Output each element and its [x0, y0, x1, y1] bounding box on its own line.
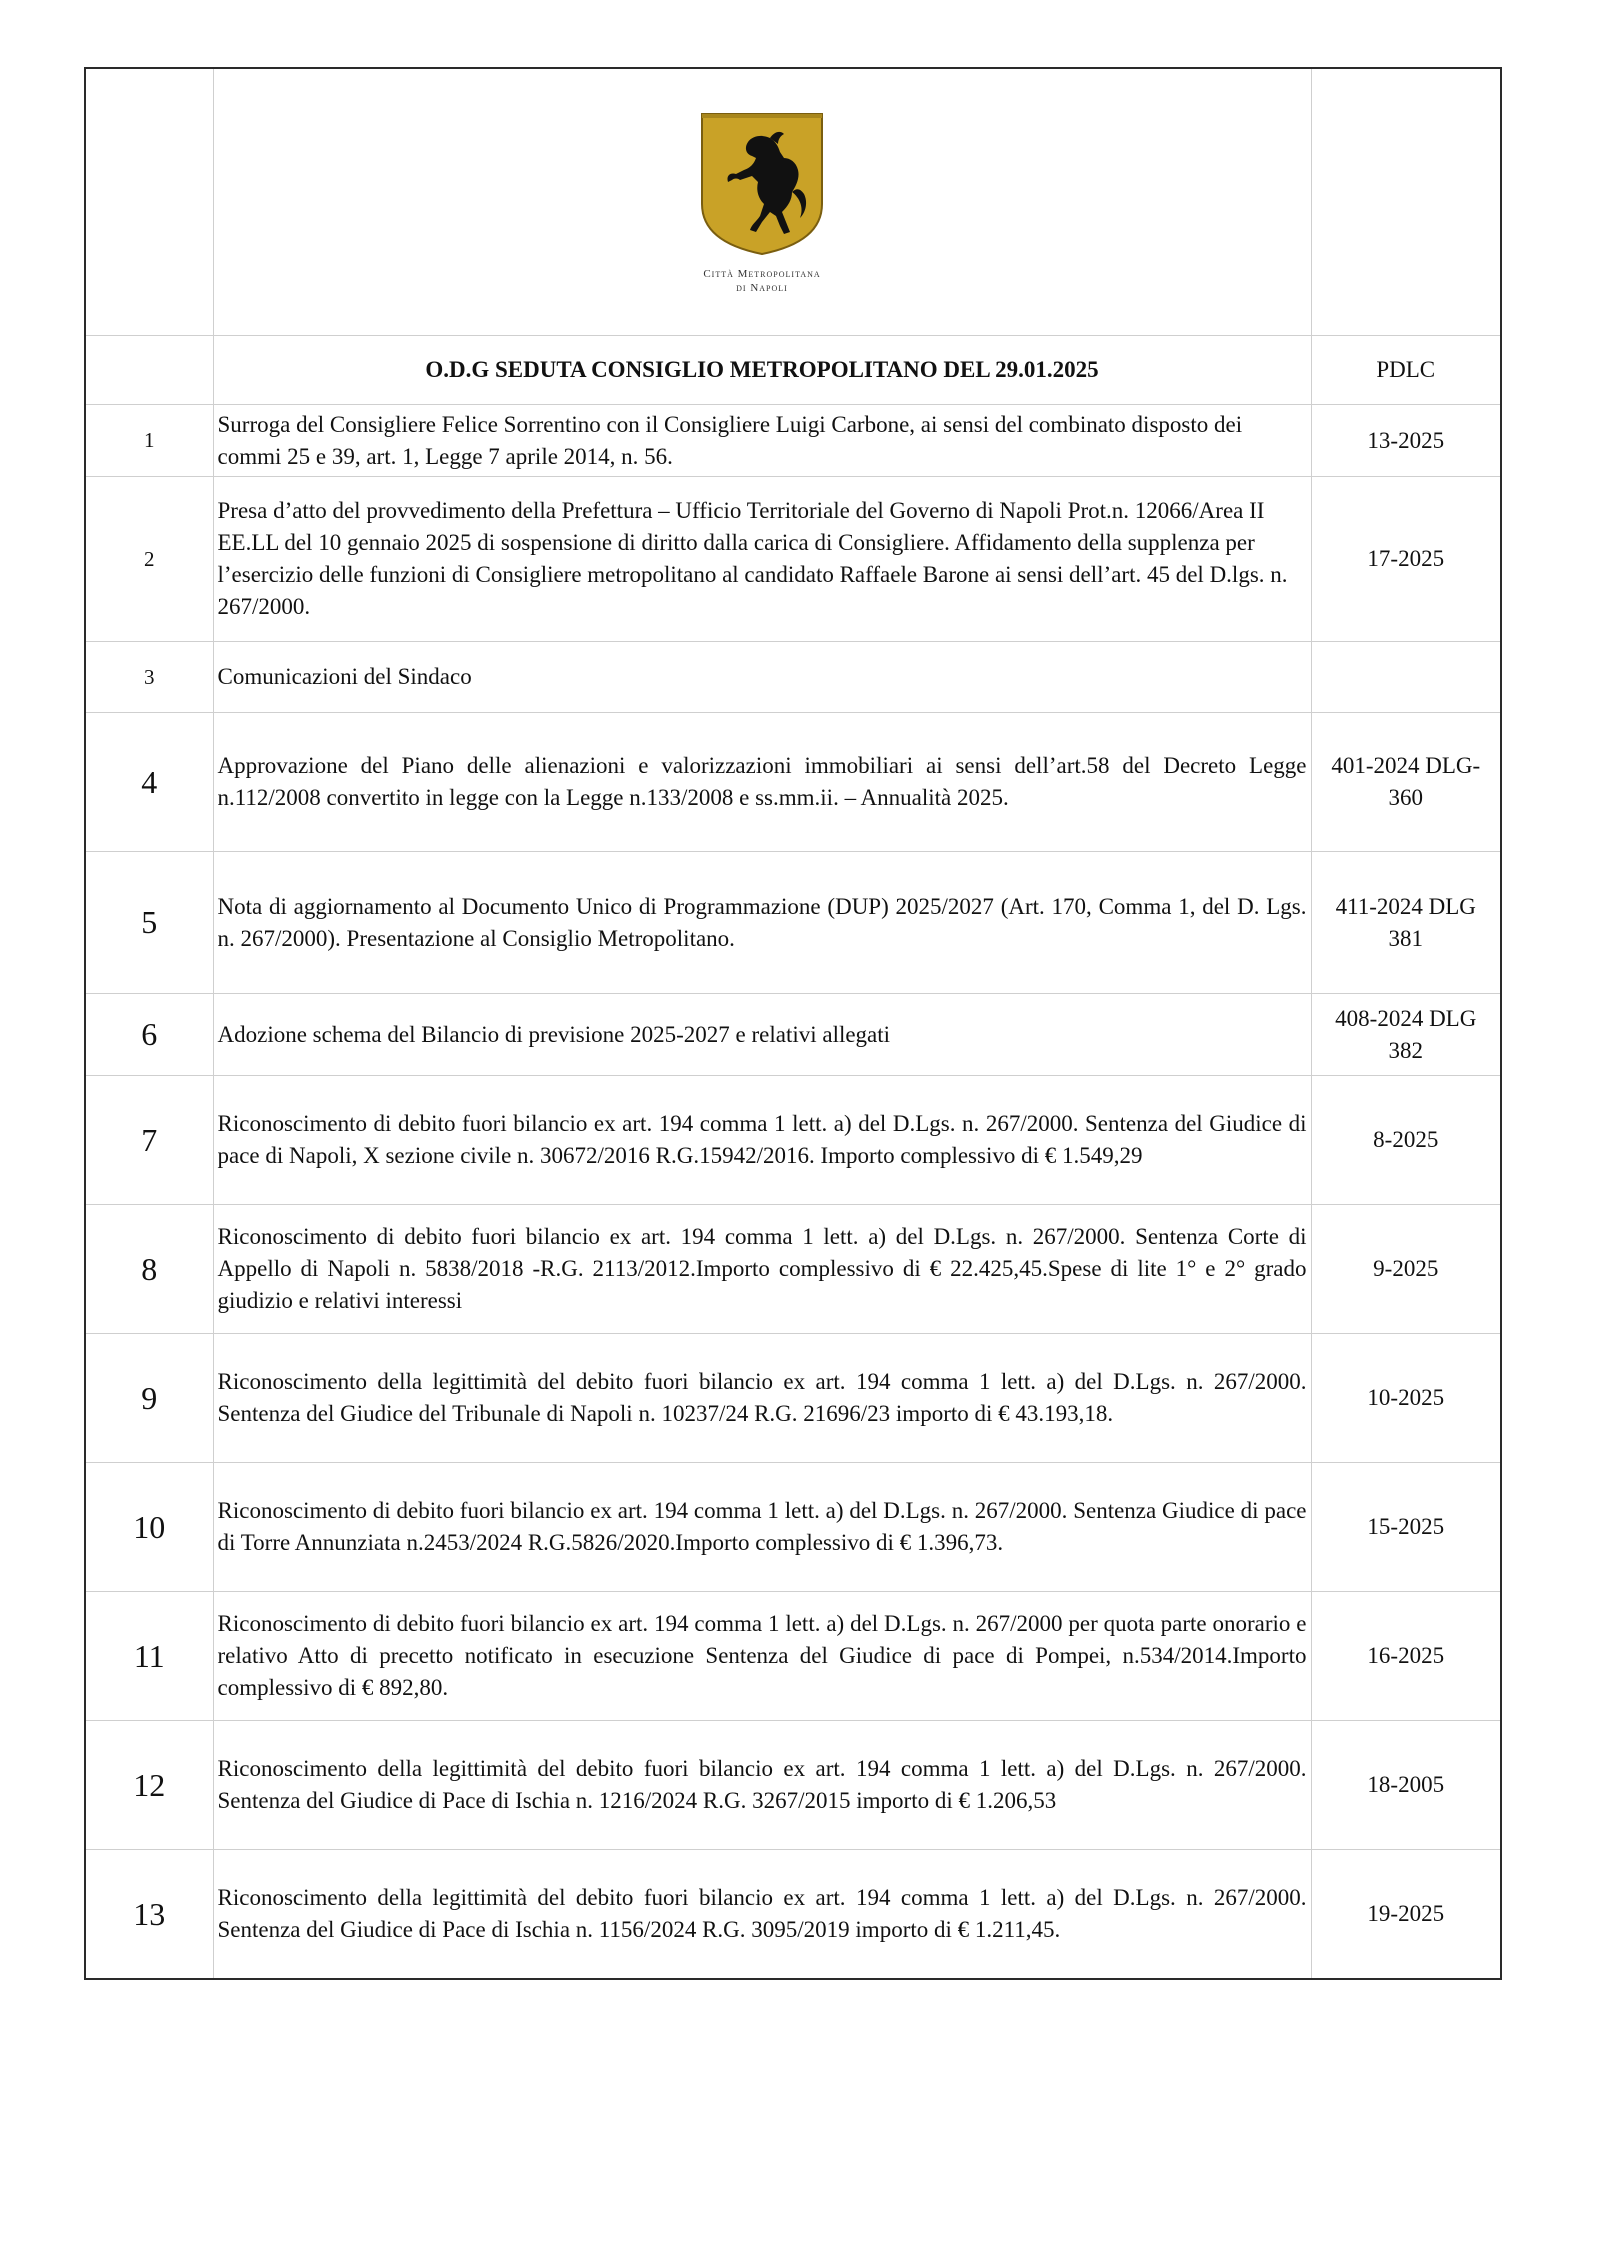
agenda-row — [85, 1205, 1501, 1334]
item-number: 5 — [85, 852, 213, 994]
agenda-row — [85, 1076, 1501, 1205]
item-number: 11 — [85, 1592, 213, 1721]
agenda-row — [85, 1463, 1501, 1592]
agenda-row — [85, 994, 1501, 1076]
logo-row-code-cell — [1311, 68, 1501, 336]
item-code — [1311, 642, 1501, 713]
item-code: 411-2024 DLG 381 — [1311, 852, 1501, 994]
item-code: 408-2024 DLG 382 — [1311, 994, 1501, 1076]
agenda-row — [85, 642, 1501, 713]
agenda-row — [85, 477, 1501, 642]
item-number: 3 — [85, 642, 213, 713]
logo-caption-line1: Città Metropolitana — [703, 268, 821, 280]
code-column-header: PDLC — [1311, 336, 1501, 405]
item-code: 9-2025 — [1311, 1205, 1501, 1334]
item-description: Riconoscimento della legittimità del debito fuori bilancio ex art. 194 comma 1 lett. a) del D.Lgs. n. 267/2000. Sentenza del Giudice del Tribunale di Napoli n. 10237/24 R.G. 21696/23 importo di € 43.193,18. — [213, 1334, 1311, 1463]
item-number: 1 — [85, 405, 213, 477]
item-description: Riconoscimento di debito fuori bilancio ex art. 194 comma 1 lett. a) del D.Lgs. n. 267/2000. Sentenza del Giudice di pace di Napoli, X sezione civile n. 30672/2016 R.G.15942/2016. Importo complessivo di € 1.549,29 — [213, 1076, 1311, 1205]
item-description: Riconoscimento di debito fuori bilancio ex art. 194 comma 1 lett. a) del D.Lgs. n. 267/2000. Sentenza Giudice di pace di Torre Annunziata n.2453/2024 R.G.5826/2020.Importo complessivo di € 1.396,73. — [213, 1463, 1311, 1592]
item-number: 9 — [85, 1334, 213, 1463]
item-number: 8 — [85, 1205, 213, 1334]
title-row-num-cell — [85, 336, 213, 405]
agenda-row — [85, 713, 1501, 852]
agenda-row — [85, 405, 1501, 477]
item-description: Adozione schema del Bilancio di previsione 2025-2027 e relativi allegati — [213, 994, 1311, 1076]
item-code: 17-2025 — [1311, 477, 1501, 642]
item-description: Riconoscimento di debito fuori bilancio ex art. 194 comma 1 lett. a) del D.Lgs. n. 267/2000 per quota parte onorario e relativo Atto di precetto notificato in esecuzione Sentenza del Giudice di pace di Pompei, n.534/2014.Importo complessivo di € 892,80. — [213, 1592, 1311, 1721]
item-number: 12 — [85, 1721, 213, 1850]
agenda-row — [85, 1592, 1501, 1721]
item-code: 13-2025 — [1311, 405, 1501, 477]
item-description: Surroga del Consigliere Felice Sorrentino con il Consigliere Luigi Carbone, ai sensi del combinato disposto dei commi 25 e 39, art. 1, Legge 7 aprile 2014, n. 56. — [213, 405, 1311, 477]
item-code: 18-2005 — [1311, 1721, 1501, 1850]
item-code: 15-2025 — [1311, 1463, 1501, 1592]
agenda-title: O.D.G SEDUTA CONSIGLIO METROPOLITANO DEL 29.01.2025 — [213, 336, 1311, 405]
item-code: 401-2024 DLG-360 — [1311, 713, 1501, 852]
agenda-row — [85, 1721, 1501, 1850]
title-row — [85, 336, 1501, 405]
item-number: 10 — [85, 1463, 213, 1592]
logo-caption — [700, 267, 824, 295]
item-code: 16-2025 — [1311, 1592, 1501, 1721]
item-number: 7 — [85, 1076, 213, 1205]
item-description: Riconoscimento della legittimità del debito fuori bilancio ex art. 194 comma 1 lett. a) del D.Lgs. n. 267/2000. Sentenza del Giudice di Pace di Ischia n. 1216/2024 R.G. 3267/2015 importo di € 1.206,53 — [213, 1721, 1311, 1850]
item-number: 2 — [85, 477, 213, 642]
item-description: Nota di aggiornamento al Documento Unico di Programmazione (DUP) 2025/2027 (Art. 170, Comma 1, del D. Lgs. n. 267/2000). Presentazione al Consiglio Metropolitano. — [213, 852, 1311, 994]
item-description: Approvazione del Piano delle alienazioni e valorizzazioni immobiliari ai sensi dell’art.58 del Decreto Legge n.112/2008 convertito in legge con la Legge n.133/2008 e ss.mm.ii. – Annualità 2025. — [213, 713, 1311, 852]
agenda-row — [85, 852, 1501, 994]
logo-row-num-cell — [85, 68, 213, 336]
item-code: 10-2025 — [1311, 1334, 1501, 1463]
agenda-row — [85, 1850, 1501, 1980]
item-description: Presa d’atto del provvedimento della Prefettura – Ufficio Territoriale del Governo di Napoli Prot.n. 12066/Area II EE.LL del 10 gennaio 2025 di sospensione di diritto dalla carica di Consigliere. Affidamento della supplenza per l’esercizio delle funzioni di Consigliere metropolitano al candidato Raffaele Barone ai sensi dell’art. 45 del D.lgs. n. 267/2000. — [213, 477, 1311, 642]
item-description: Riconoscimento della legittimità del debito fuori bilancio ex art. 194 comma 1 lett. a) del D.Lgs. n. 267/2000. Sentenza del Giudice di Pace di Ischia n. 1156/2024 R.G. 3095/2019 importo di € 1.211,45. — [213, 1850, 1311, 1980]
item-description: Riconoscimento di debito fuori bilancio ex art. 194 comma 1 lett. a) del D.Lgs. n. 267/2000. Sentenza Corte di Appello di Napoli n. 5838/2018 -R.G. 2113/2012.Importo complessivo di € 22.425,45.Spese di lite 1° e 2° grado giudizio e relativi interessi — [213, 1205, 1311, 1334]
item-number: 6 — [85, 994, 213, 1076]
logo-row — [85, 68, 1501, 336]
coat-of-arms-icon — [700, 112, 824, 256]
logo-caption-line2: di Napoli — [736, 282, 788, 294]
item-code: 8-2025 — [1311, 1076, 1501, 1205]
item-number: 13 — [85, 1850, 213, 1980]
item-description: Comunicazioni del Sindaco — [213, 642, 1311, 713]
item-number: 4 — [85, 713, 213, 852]
city-logo — [700, 112, 824, 295]
logo-cell — [213, 68, 1311, 336]
agenda-table — [84, 67, 1502, 1980]
item-code: 19-2025 — [1311, 1850, 1501, 1980]
agenda-row — [85, 1334, 1501, 1463]
